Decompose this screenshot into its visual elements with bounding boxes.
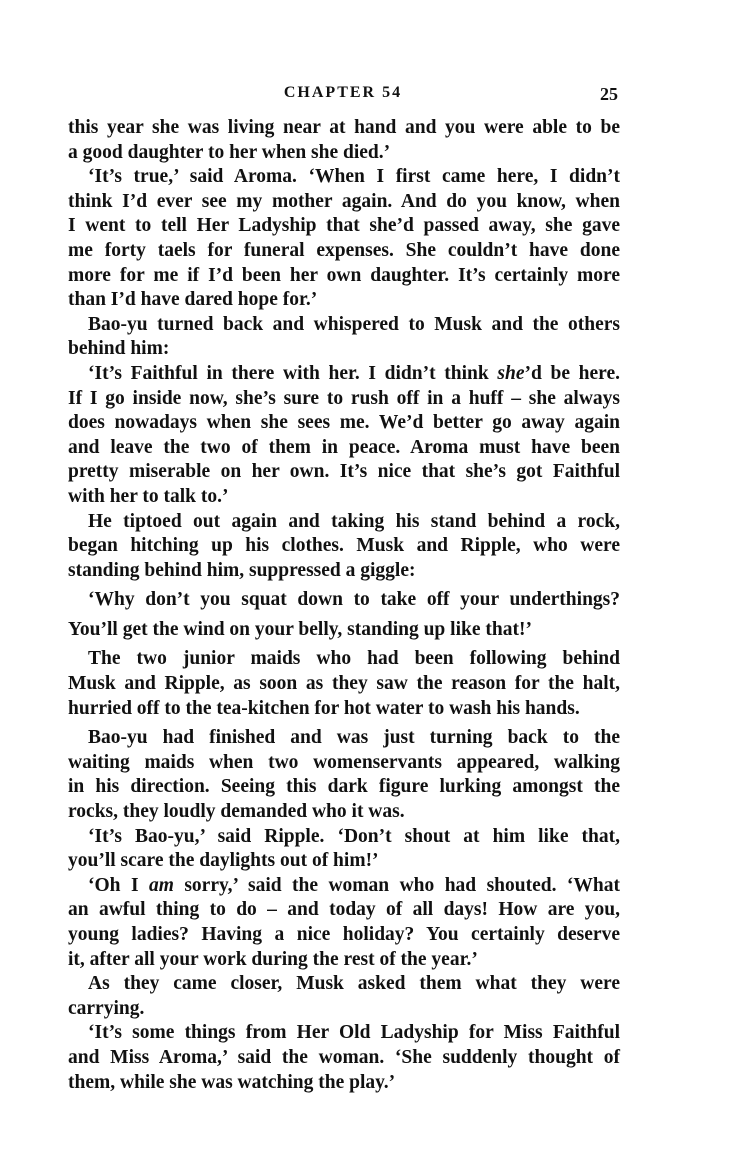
text-line: The two junior maids who had been following behind: [88, 648, 620, 670]
text-line: this year she was living near at hand and you were able to be: [68, 117, 620, 138]
text-line: an awful thing to do – and today of all days! How are you,: [68, 899, 620, 921]
italic-emphasis: am: [148, 874, 174, 896]
text-line: Bao-yu had finished and was just turning back to the: [88, 727, 620, 749]
text-line: in his direction. Seeing this dark figure lurking amongst the: [68, 776, 620, 798]
text-line: ‘It’s true,’ said Aroma. ‘When I first came here, I didn’t: [88, 166, 620, 188]
text-line: more for me if I’d been her own daughter. It’s certainly more: [68, 264, 620, 286]
text-line: standing behind him, suppressed a giggle:: [68, 559, 416, 581]
italic-emphasis: she: [497, 362, 525, 384]
text-line: and Miss Aroma,’ said the woman. ‘She suddenly thought of: [68, 1046, 620, 1068]
text-line: a good daughter to her when she died.’: [68, 141, 391, 163]
text-line: You’ll get the wind on your belly, standing up like that!’: [68, 618, 532, 640]
text-line: As they came closer, Musk asked them what they were: [88, 973, 620, 995]
text-line: behind him:: [68, 338, 170, 360]
text-line: me forty taels for funeral expenses. She couldn’t have done: [68, 239, 620, 261]
page-header: [68, 84, 618, 110]
text-line: pretty miserable on her own. It’s nice that she’s got Faithful: [68, 461, 620, 483]
text-line: you’ll scare the daylights out of him!’: [68, 850, 379, 872]
body-text: [68, 116, 620, 1095]
text-line: ‘It’s Faithful in there with her. I didn’t think she’d be here.: [88, 362, 620, 384]
text-line: carrying.: [68, 997, 145, 1019]
text-line: than I’d have dared hope for.’: [68, 289, 318, 311]
text-line: and leave the two of them in peace. Aroma must have been: [68, 436, 620, 458]
text-line: young ladies? Having a nice holiday? You certainly deserve: [68, 924, 620, 945]
text-line: them, while she was watching the play.’: [68, 1071, 396, 1093]
text-line: Musk and Ripple, as soon as they saw the reason for the halt,: [68, 673, 620, 695]
text-line: ‘Oh I am sorry,’ said the woman who had shouted. ‘What: [88, 874, 620, 896]
text-line: I went to tell Her Ladyship that she’d passed away, she gave: [68, 215, 620, 237]
text-line: hurried off to the tea-kitchen for hot water to wash his hands.: [68, 697, 580, 719]
text-line: Bao-yu turned back and whispered to Musk and the others: [88, 313, 620, 335]
text-line: rocks, they loudly demanded who it was.: [68, 801, 405, 823]
text-line: with her to talk to.’: [68, 485, 229, 507]
text-line: If I go inside now, she’s sure to rush off in a huff – she always: [68, 387, 620, 409]
text-line: it, after all your work during the rest of the year.’: [68, 948, 478, 970]
text-line: ‘Why don’t you squat down to take off your underthings?: [88, 589, 620, 611]
text-line: began hitching up his clothes. Musk and Ripple, who were: [68, 535, 620, 557]
page-number: 25: [600, 84, 618, 104]
text-line: ‘It’s some things from Her Old Ladyship for Miss Faithful: [88, 1022, 620, 1044]
running-head: CHAPTER 54: [283, 84, 403, 101]
text-line: He tiptoed out again and taking his stand behind a rock,: [88, 510, 620, 532]
text-line: ‘It’s Bao-yu,’ said Ripple. ‘Don’t shout at him like that,: [88, 825, 620, 847]
text-line: does nowadays when she sees me. We’d better go away again: [68, 412, 620, 434]
text-line: waiting maids when two womenservants appeared, walking: [68, 751, 620, 773]
text-line: think I’d ever see my mother again. And do you know, when: [68, 190, 620, 212]
